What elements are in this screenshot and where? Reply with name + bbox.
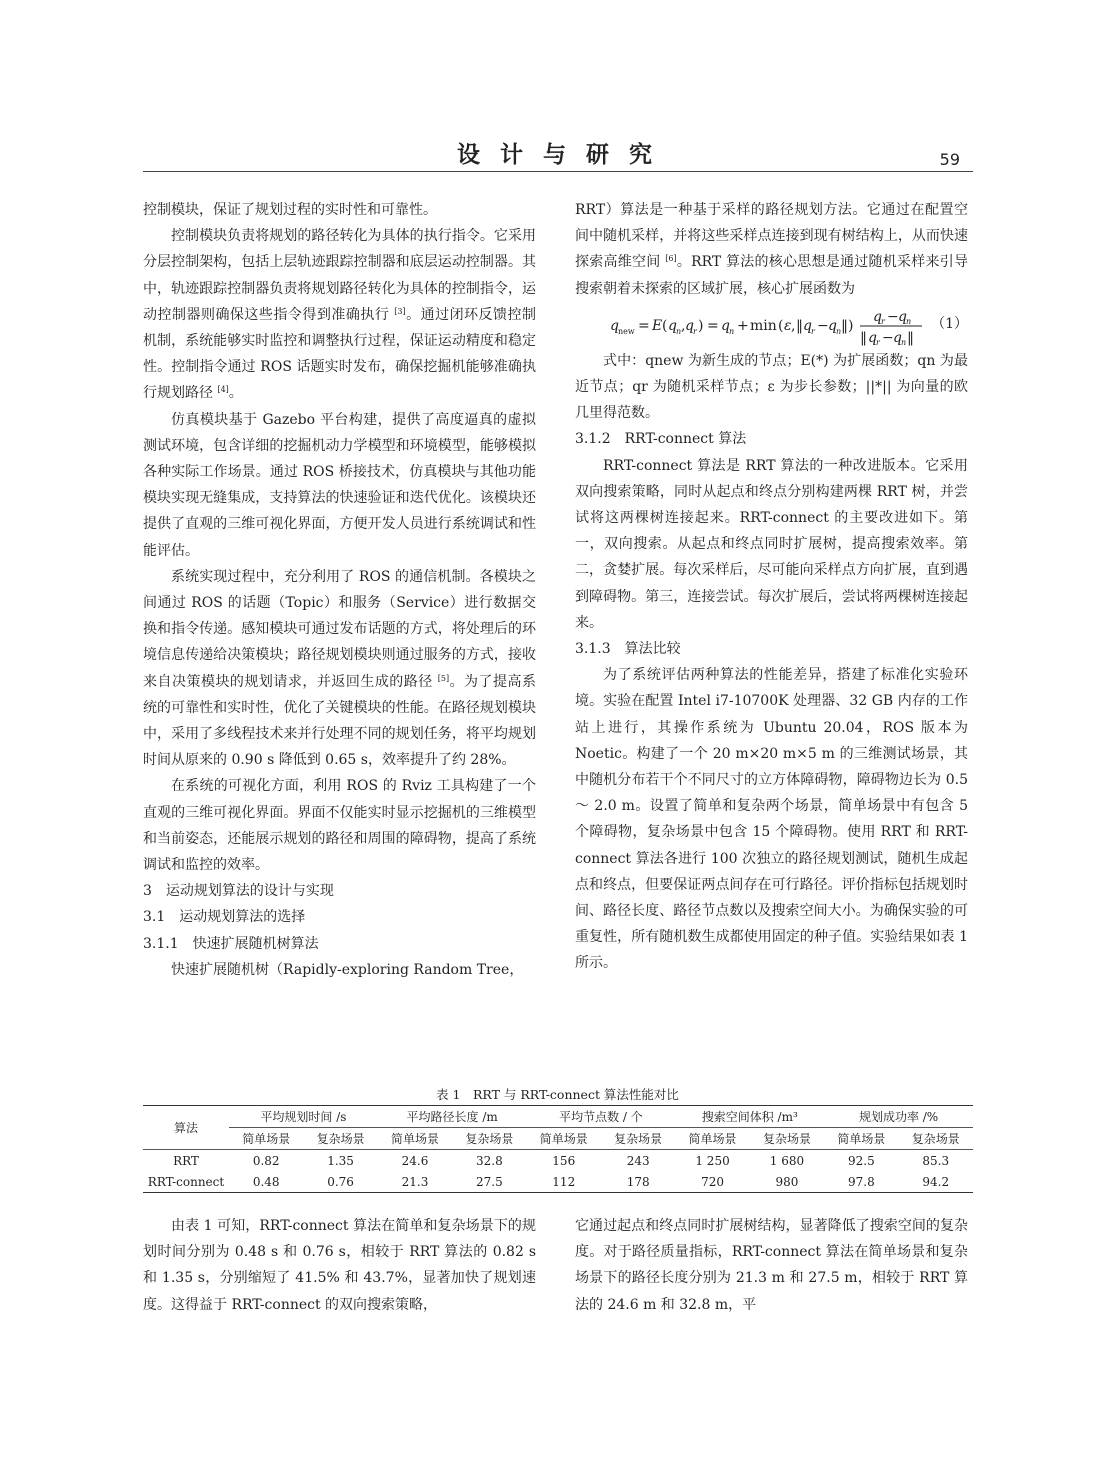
paragraph: 快速扩展随机树（Rapidly-exploring Random Tree， [171,961,524,978]
table-cell: 27.5 [452,1171,526,1193]
svg-text:q: q [828,317,837,334]
svg-text:‖: ‖ [841,317,848,334]
svg-text:,: , [681,317,686,334]
svg-text:=: = [638,317,650,334]
table-cell: 1.35 [303,1150,377,1172]
left-column-top [143,197,536,983]
table-subheader: 复杂场景 [452,1128,526,1150]
table-cell: 0.76 [303,1171,377,1193]
page-number: 59 [939,150,960,169]
svg-text:q: q [685,317,694,334]
svg-text:q: q [893,329,902,346]
svg-text:‖: ‖ [796,317,803,334]
svg-text:n: n [729,326,735,336]
table-cell: 94.2 [899,1171,973,1193]
table-cell: 112 [527,1171,601,1193]
svg-text:q: q [868,329,877,346]
svg-text:ε: ε [784,317,792,334]
table-group-header: 搜索空间体积 /m³ [675,1106,824,1128]
table-corner-header: 算法 [143,1106,229,1150]
table-cell: 24.6 [378,1150,452,1172]
paragraph: 控制模块负责将规划的路径转化为具体的执行指令。它采用分层控制架构，包括上层轨迹跟踪控制器和底层运动控制器。其中，轨迹跟踪控制器负责将规划路径转化为具体的控制指令，运动控制器则确保这些指令得到准确执行 [3]。通过闭环反馈控制机制，系统能够实时监控和调整执行过程，保证运动精度和稳定性。控制指令通过 ROS 话题实时发布，确保挖掘机能够准确执行规划路径 [4]。 [143,228,537,402]
paragraph: 由表 1 可知，RRT-connect 算法在简单和复杂场景下的规划时间分别为 0.48 s 和 0.76 s，相较于 RRT 算法的 0.82 s 和 1.35 s，分别缩短了 41.5% 和 43.7%，显著加快了规划速度。这得益于 RRT-connect 的双向搜索策略， [143,1218,536,1313]
table-subheader: 简单场景 [824,1128,898,1150]
svg-text:q: q [803,317,812,334]
subsubsection-heading: 3.1.1 快速扩展随机树算法 [143,935,319,952]
header-rule [143,171,973,172]
citation: [4] [217,385,229,395]
svg-text:(: ( [778,317,784,334]
table-subheader: 简单场景 [527,1128,601,1150]
table-subheader: 复杂场景 [303,1128,377,1150]
svg-text:r: r [811,326,815,336]
right-column-bottom [575,1213,968,1318]
svg-text:‖: ‖ [860,329,867,346]
table-subheader: 简单场景 [675,1128,749,1150]
results-table [143,1105,973,1193]
subsubsection-heading: 3.1.3 算法比较 [575,641,681,658]
left-column-bottom [143,1213,536,1318]
citation: [3] [394,306,406,316]
svg-text:q: q [873,308,882,325]
table-row [143,1171,973,1193]
paragraph: 控制模块，保证了规划过程的实时性和可靠性。 [143,202,437,218]
paragraph: 仿真模块基于 Gazebo 平台构建，提供了高度逼真的虚拟测试环境，包含详细的挖掘机动力学模型和环境模型，能够模拟各种实际工作场景。通过 ROS 桥接技术，仿真模块与其他功能模块实现无缝集成，支持算法的快速验证和迭代优化。该模块还提供了直观的三维可视化界面，方便开发人员进行系统调试和性能评估。 [143,411,536,559]
section-heading: 3 运动规划算法的设计与实现 [143,883,334,900]
table-cell: 97.8 [824,1171,898,1193]
svg-text:r: r [876,337,880,347]
right-column-top [575,197,968,977]
svg-text:−: − [817,317,829,334]
table-subheader: 简单场景 [378,1128,452,1150]
svg-text:,: , [791,317,796,334]
svg-text:): ) [848,317,854,334]
svg-text:new: new [618,326,635,336]
equation-1 [575,302,968,348]
table-cell: 85.3 [899,1150,973,1172]
table-group-header: 规划成功率 /% [824,1106,973,1128]
svg-text:n: n [676,326,682,336]
paragraph: 在系统的可视化方面，利用 ROS 的 Rviz 工具构建了一个直观的三维可视化界面。界面不仅能实时显示挖掘机的三维模型和当前姿态，还能展示规划的路径和周围的障碍物，提高了系统调试和监控的效率。 [143,778,536,874]
paragraph: 为了系统评估两种算法的性能差异，搭建了标准化实验环境。实验在配置 Intel i7-10700K 处理器、32 GB 内存的工作站上进行，其操作系统为 Ubuntu 20.04，ROS 版本为 Noetic。构建了一个 20 m×20 m×5 m 的三维测试场景，其中随机分布若干个不同尺寸的立方体障碍物，障碍物边长为 0.5 ～ 2.0 m。设置了简单和复杂两个场景，简单场景中有包含 5 个障碍物，复杂场景中包含 15 个障碍物。使用 RRT 和 RRT-connect 算法各进行 100 次独立的路径规划测试，随机生成起点和终点，但要保证两点间存在可行路径。评价指标包括规划时间、路径长度、路径节点数以及搜索空间大小。为确保实验的可重复性，所有随机数生成都使用固定的种子值。实验结果如表 1 所示。 [575,667,968,972]
table-cell: 0.48 [229,1171,303,1193]
citation: [5] [437,673,450,683]
table-row [143,1150,973,1172]
subsection-heading: 3.1 运动规划算法的选择 [143,909,306,926]
svg-text:‖: ‖ [907,329,914,346]
table-subheader: 复杂场景 [899,1128,973,1150]
table-cell: 0.82 [229,1150,303,1172]
svg-text:−: − [882,329,894,346]
table-subheader: 复杂场景 [601,1128,675,1150]
table-group-header: 平均节点数 / 个 [527,1106,676,1128]
citation: [6] [665,254,677,264]
svg-text:r: r [693,326,697,336]
svg-text:q: q [610,317,619,334]
table-caption: 表 1 RRT 与 RRT-connect 算法性能对比 [436,1087,679,1102]
svg-text:n: n [906,316,912,326]
paragraph: 式中：qnew 为新生成的节点；E(*) 为扩展函数；qn 为最近节点；qr 为随机采样节点；ε 为步长参数；||*|| 为向量的欧几里得范数。 [575,352,968,422]
table-cell: 21.3 [378,1171,452,1193]
paragraph: 它通过起点和终点同时扩展树结构，显著降低了搜索空间的复杂度。对于路径质量指标，RRT-connect 算法在简单场景和复杂场景下的路径长度分别为 21.3 m 和 27.5 m，相较于 RRT 算法的 24.6 m 和 32.8 m，平 [575,1218,968,1313]
svg-text:+: + [737,317,749,334]
svg-text:−: − [887,308,899,325]
svg-text:n: n [836,326,842,336]
paragraph: 系统实现过程中，充分利用了 ROS 的通信机制。各模块之间通过 ROS 的话题（Topic）和服务（Service）进行数据交换和指令传递。感知模块可通过发布话题的方式，将处理后的环境信息传递给决策模块；路径规划模块则通过服务的方式，接收来自决策模块的规划请求，并返回生成的路径 [5]。为了提高系统的可靠性和实时性，优化了关键模块的性能。在路径规划模块中，采用了多线程技术来并行处理不同的规划任务，将平均规划时间从原来的 0.90 s 降低到 0.65 s，效率提升了约 28%。 [143,568,537,769]
table-cell: 92.5 [824,1150,898,1172]
table-cell: 720 [675,1171,749,1193]
subsubsection-heading: 3.1.2 RRT-connect 算法 [575,431,747,448]
table-cell: 156 [527,1150,601,1172]
table-row-label: RRT-connect [143,1171,229,1193]
table-subheader: 复杂场景 [750,1128,824,1150]
svg-text:E: E [652,317,663,334]
table-row-label: RRT [143,1150,229,1172]
svg-text:r: r [881,316,885,326]
svg-text:q: q [668,317,677,334]
svg-text:q: q [721,317,730,334]
table-cell: 32.8 [452,1150,526,1172]
table-group-header: 平均规划时间 /s [229,1106,378,1128]
table-cell: 243 [601,1150,675,1172]
table-cell: 178 [601,1171,675,1193]
equation-number: （1） [931,315,968,332]
svg-text:(: ( [662,317,668,334]
paragraph: RRT-connect 算法是 RRT 算法的一种改进版本。它采用双向搜索策略，同时从起点和终点分别构建两棵 RRT 树，并尝试将这两棵树连接起来。RRT-connect 的主要改进如下。第一，双向搜索。从起点和终点同时扩展树，提高搜索效率。第二，贪婪扩展。每次采样后，尽可能向采样点方向扩展，直到遇到障碍物。第三，连接尝试。每次扩展后，尝试将两棵树连接起来。 [575,457,968,631]
equation-graphic [610,302,930,348]
svg-text:min: min [750,317,777,334]
svg-text:=: = [707,317,719,334]
page-header-title: 设 计 与 研 究 [456,142,659,168]
svg-text:n: n [901,337,907,347]
paragraph: RRT）算法是一种基于采样的路径规划方法。它通过在配置空间中随机采样，并将这些采样点连接到现有树结构上，从而快速探索高维空间 [6]。RRT 算法的核心思想是通过随机采样来引导搜索朝着未探索的区域扩展，核心扩展函数为 [575,202,969,297]
table-subheader: 简单场景 [229,1128,303,1150]
svg-text:q: q [898,308,907,325]
table-cell: 1 680 [750,1150,824,1172]
table-cell: 1 250 [675,1150,749,1172]
svg-text:): ) [698,317,704,334]
table-group-header: 平均路径长度 /m [378,1106,527,1128]
table-cell: 980 [750,1171,824,1193]
